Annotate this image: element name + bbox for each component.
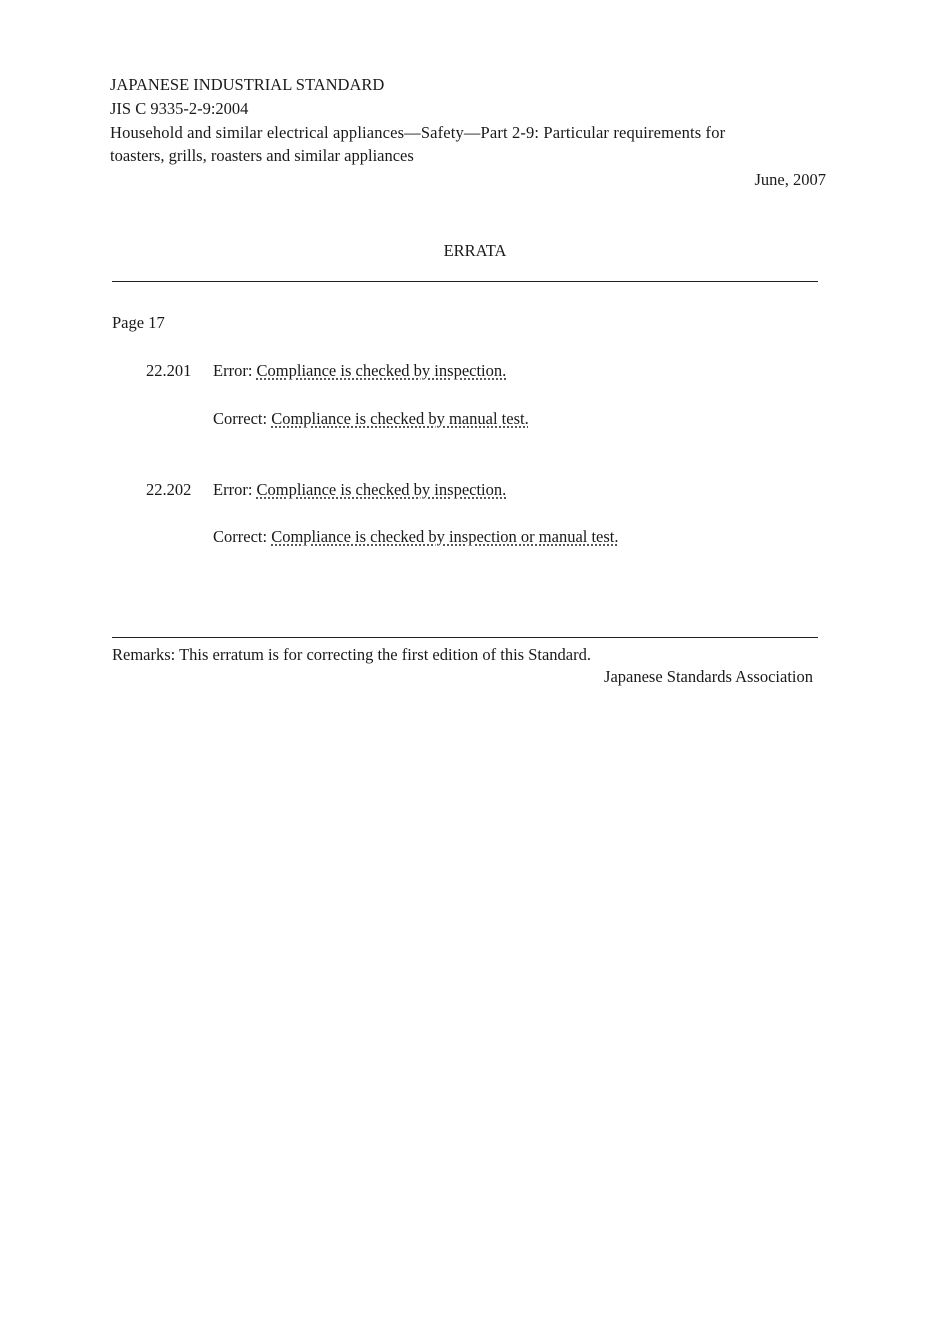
error-line xyxy=(213,480,506,500)
standard-category: JAPANESE INDUSTRIAL STANDARD xyxy=(110,75,385,94)
correct-line xyxy=(213,527,619,547)
standard-title-line2: toasters, grills, roasters and similar appliances xyxy=(110,146,414,165)
clause-number: 22.202 xyxy=(146,480,192,499)
correct-text: Compliance is checked by manual test. xyxy=(271,409,529,428)
footer-divider xyxy=(112,637,818,638)
error-text: Compliance is checked by inspection. xyxy=(256,480,507,499)
correct-line xyxy=(213,409,529,429)
correct-label: Correct: xyxy=(213,527,268,546)
standard-number: JIS C 9335-2-9:2004 xyxy=(110,99,249,118)
publisher-name: Japanese Standards Association xyxy=(604,667,813,686)
errata-title: ERRATA xyxy=(443,241,507,260)
error-label: Error: xyxy=(213,480,253,499)
clause-number: 22.201 xyxy=(146,361,192,380)
error-line xyxy=(213,361,506,381)
page-reference: Page 17 xyxy=(112,313,165,332)
issue-date: June, 2007 xyxy=(754,170,826,189)
remarks-text: Remarks: This erratum is for correcting the first edition of this Standard. xyxy=(112,645,591,664)
error-label: Error: xyxy=(213,361,253,380)
correct-text: Compliance is checked by inspection or manual test. xyxy=(271,527,619,546)
standard-title-line1: Household and similar electrical appliances—Safety—Part 2-9: Particular requirements for xyxy=(110,123,726,142)
error-text: Compliance is checked by inspection. xyxy=(256,361,507,380)
correct-label: Correct: xyxy=(213,409,268,428)
title-divider xyxy=(112,281,818,282)
